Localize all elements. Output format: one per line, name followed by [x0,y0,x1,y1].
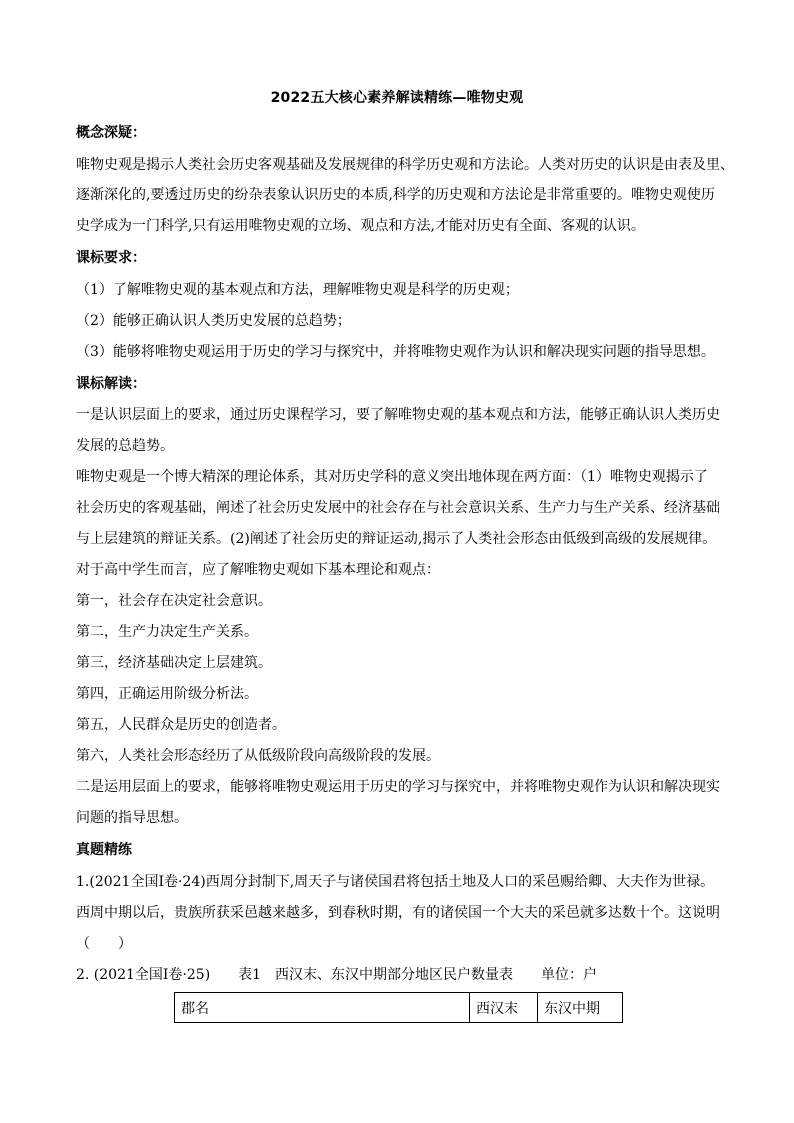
header-western-han-end: 西汉末 [470,993,538,1023]
interpretation-line-4: 社会历史的客观基础，阐述了社会历史发展中的社会存在与社会意识关系、生产力与生产关系、经济基础 [76,500,720,516]
interpretation-point-6: 第六，人类社会形态经历了从低级阶段向高级阶段的发展。 [76,748,440,764]
question-1-line-2: 西周中期以后，贵族所获采邑越来越多，到春秋时期，有的诸侯国一个大夫的采邑就多达数十个。这说明 [76,905,720,921]
interpretation-line-1: 一是认识层面上的要求，通过历史课程学习，要了解唯物史观的基本观点和方法，能够正确认识人类历史 [76,407,720,423]
interpretation-point-1: 第一，社会存在决定社会意识。 [76,593,272,609]
header-commandery: 郡名 [175,993,470,1023]
concept-heading: 概念深疑： [76,125,146,141]
practice-heading: 真题精练 [76,842,132,858]
question-1-line-1: 1.(2021全国Ⅰ卷·24)西周分封制下,周天子与诸侯国君将包括土地及人口的采邑赐给卿、大夫作为世禄。 [76,874,715,890]
population-table [174,992,623,1023]
table-header-row [175,993,623,1023]
requirements-heading: 课标要求： [76,250,146,266]
interpretation-line-5: 与上层建筑的辩证关系。(2)阐述了社会历史的辩证运动,揭示了人类社会形态由低级到高级的发展规律。 [76,531,717,547]
question-2-line: 2. (2021全国Ⅰ卷·25) 表1 西汉末、东汉中期部分地区民户数量表 单位：户 [76,967,598,983]
interpretation-point-4: 第四，正确运用阶级分析法。 [76,686,258,702]
interpretation-heading: 课标解读： [76,376,146,392]
interpretation-line-6: 对于高中学生而言，应了解唯物史观如下基本理论和观点： [76,562,440,578]
concept-line-3: 史学成为一门科学,只有运用唯物史观的立场、观点和方法,才能对历史有全面、客观的认识。 [76,218,645,234]
interpretation-point-2: 第二，生产力决定生产关系。 [76,624,258,640]
interpretation-line-14: 问题的指导思想。 [76,810,188,826]
interpretation-line-13: 二是运用层面上的要求，能够将唯物史观运用于历史的学习与探究中，并将唯物史观作为认识和解决现实 [76,779,720,795]
interpretation-line-3: 唯物史观是一个博大精深的理论体系，其对历史学科的意义突出地体现在两方面：（1）唯物史观揭示了 [76,469,708,485]
header-eastern-han-mid: 东汉中期 [538,993,623,1023]
question-1-answer-blank: （ ） [76,936,132,952]
concept-line-2: 逐渐深化的,要透过历史的纷杂表象认识历史的本质,科学的历史观和方法论是非常重要的。唯物史观使历 [76,187,715,203]
concept-line-1: 唯物史观是揭示人类社会历史客观基础及发展规律的科学历史观和方法论。人类对历史的认识是由表及里、 [76,157,734,173]
interpretation-point-3: 第三，经济基础决定上层建筑。 [76,655,272,671]
document-title: 2022五大核心素养解读精练—唯物史观 [270,90,524,106]
requirement-3: （3）能够将唯物史观运用于历史的学习与探究中，并将唯物史观作为认识和解决现实问题的指导思想。 [76,344,715,360]
interpretation-point-5: 第五，人民群众是历史的创造者。 [76,717,286,733]
interpretation-line-2: 发展的总趋势。 [76,438,174,454]
requirement-1: （1）了解唯物史观的基本观点和方法，理解唯物史观是科学的历史观； [76,282,519,298]
requirement-2: （2）能够正确认识人类历史发展的总趋势； [76,313,351,329]
